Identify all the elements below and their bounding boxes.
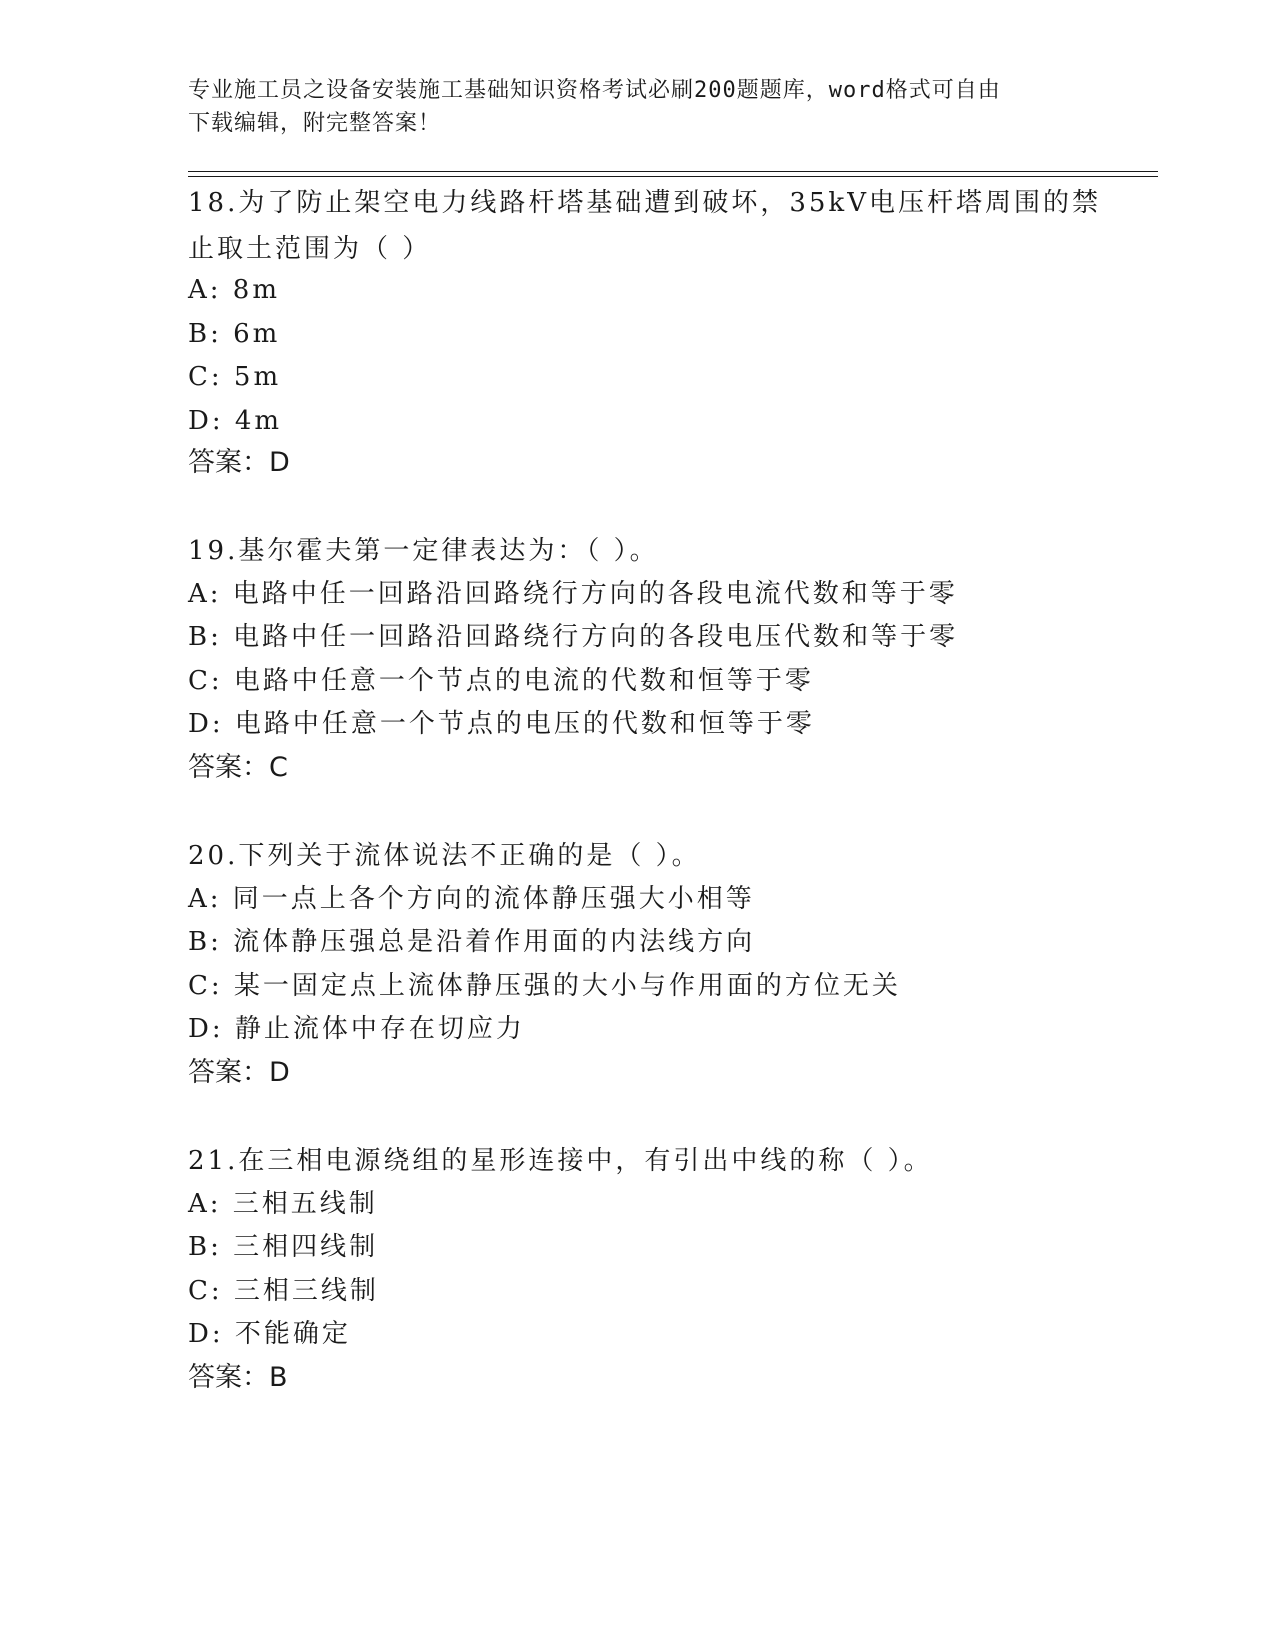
question-19-option-b: B: 电路中任一回路沿回路绕行方向的各段电压代数和等于零: [188, 622, 959, 652]
question-21-option-d: D: 不能确定: [188, 1319, 351, 1349]
question-19-answer: 答案：C: [188, 752, 288, 783]
header-line-1: 专业施工员之设备安装施工基础知识资格考试必刷200题题库，word格式可自由: [188, 78, 1001, 103]
question-20-option-c: C: 某一固定点上流体静压强的大小与作用面的方位无关: [188, 971, 901, 1001]
question-20-option-a: A: 同一点上各个方向的流体静压强大小相等: [188, 884, 755, 914]
header-rule-bottom: [188, 176, 1158, 177]
question-18-title: 18.为了防止架空电力线路杆塔基础遭到破坏，35kV电压杆塔周围的禁止取土范围为（ ）: [188, 188, 1101, 264]
question-20-answer: 答案：D: [188, 1057, 290, 1088]
question-20-title: 20.下列关于流体说法不正确的是（ ）。: [188, 841, 701, 871]
question-21-option-b: B: 三相四线制: [188, 1232, 379, 1262]
question-21-option-c: C: 三相三线制: [188, 1276, 379, 1306]
question-21-answer: 答案：B: [188, 1362, 288, 1393]
question-18-option-d: D: 4m: [188, 406, 283, 436]
document-header: [188, 74, 1088, 140]
question-19-option-d: D: 电路中任意一个节点的电压的代数和恒等于零: [188, 709, 815, 739]
header-line-2: 下载编辑，附完整答案！: [188, 111, 442, 136]
question-20-option-b: B: 流体静压强总是沿着作用面的内法线方向: [188, 927, 756, 957]
question-19-option-a: A: 电路中任一回路沿回路绕行方向的各段电流代数和等于零: [188, 579, 958, 609]
header-rule-top: [188, 171, 1158, 172]
question-18-answer: 答案：D: [188, 447, 290, 478]
question-18-option-b: B: 6m: [188, 319, 281, 349]
question-21-option-a: A: 三相五线制: [188, 1189, 378, 1219]
question-19-title: 19.基尔霍夫第一定律表达为：（ ）。: [188, 536, 659, 566]
question-18-option-c: C: 5m: [188, 362, 282, 392]
question-20-option-d: D: 静止流体中存在切应力: [188, 1014, 525, 1044]
question-19-option-c: C: 电路中任意一个节点的电流的代数和恒等于零: [188, 666, 814, 696]
question-21-title: 21.在三相电源绕组的星形连接中，有引出中线的称（ ）。: [188, 1146, 933, 1176]
question-18-option-a: A: 8m: [188, 275, 280, 305]
